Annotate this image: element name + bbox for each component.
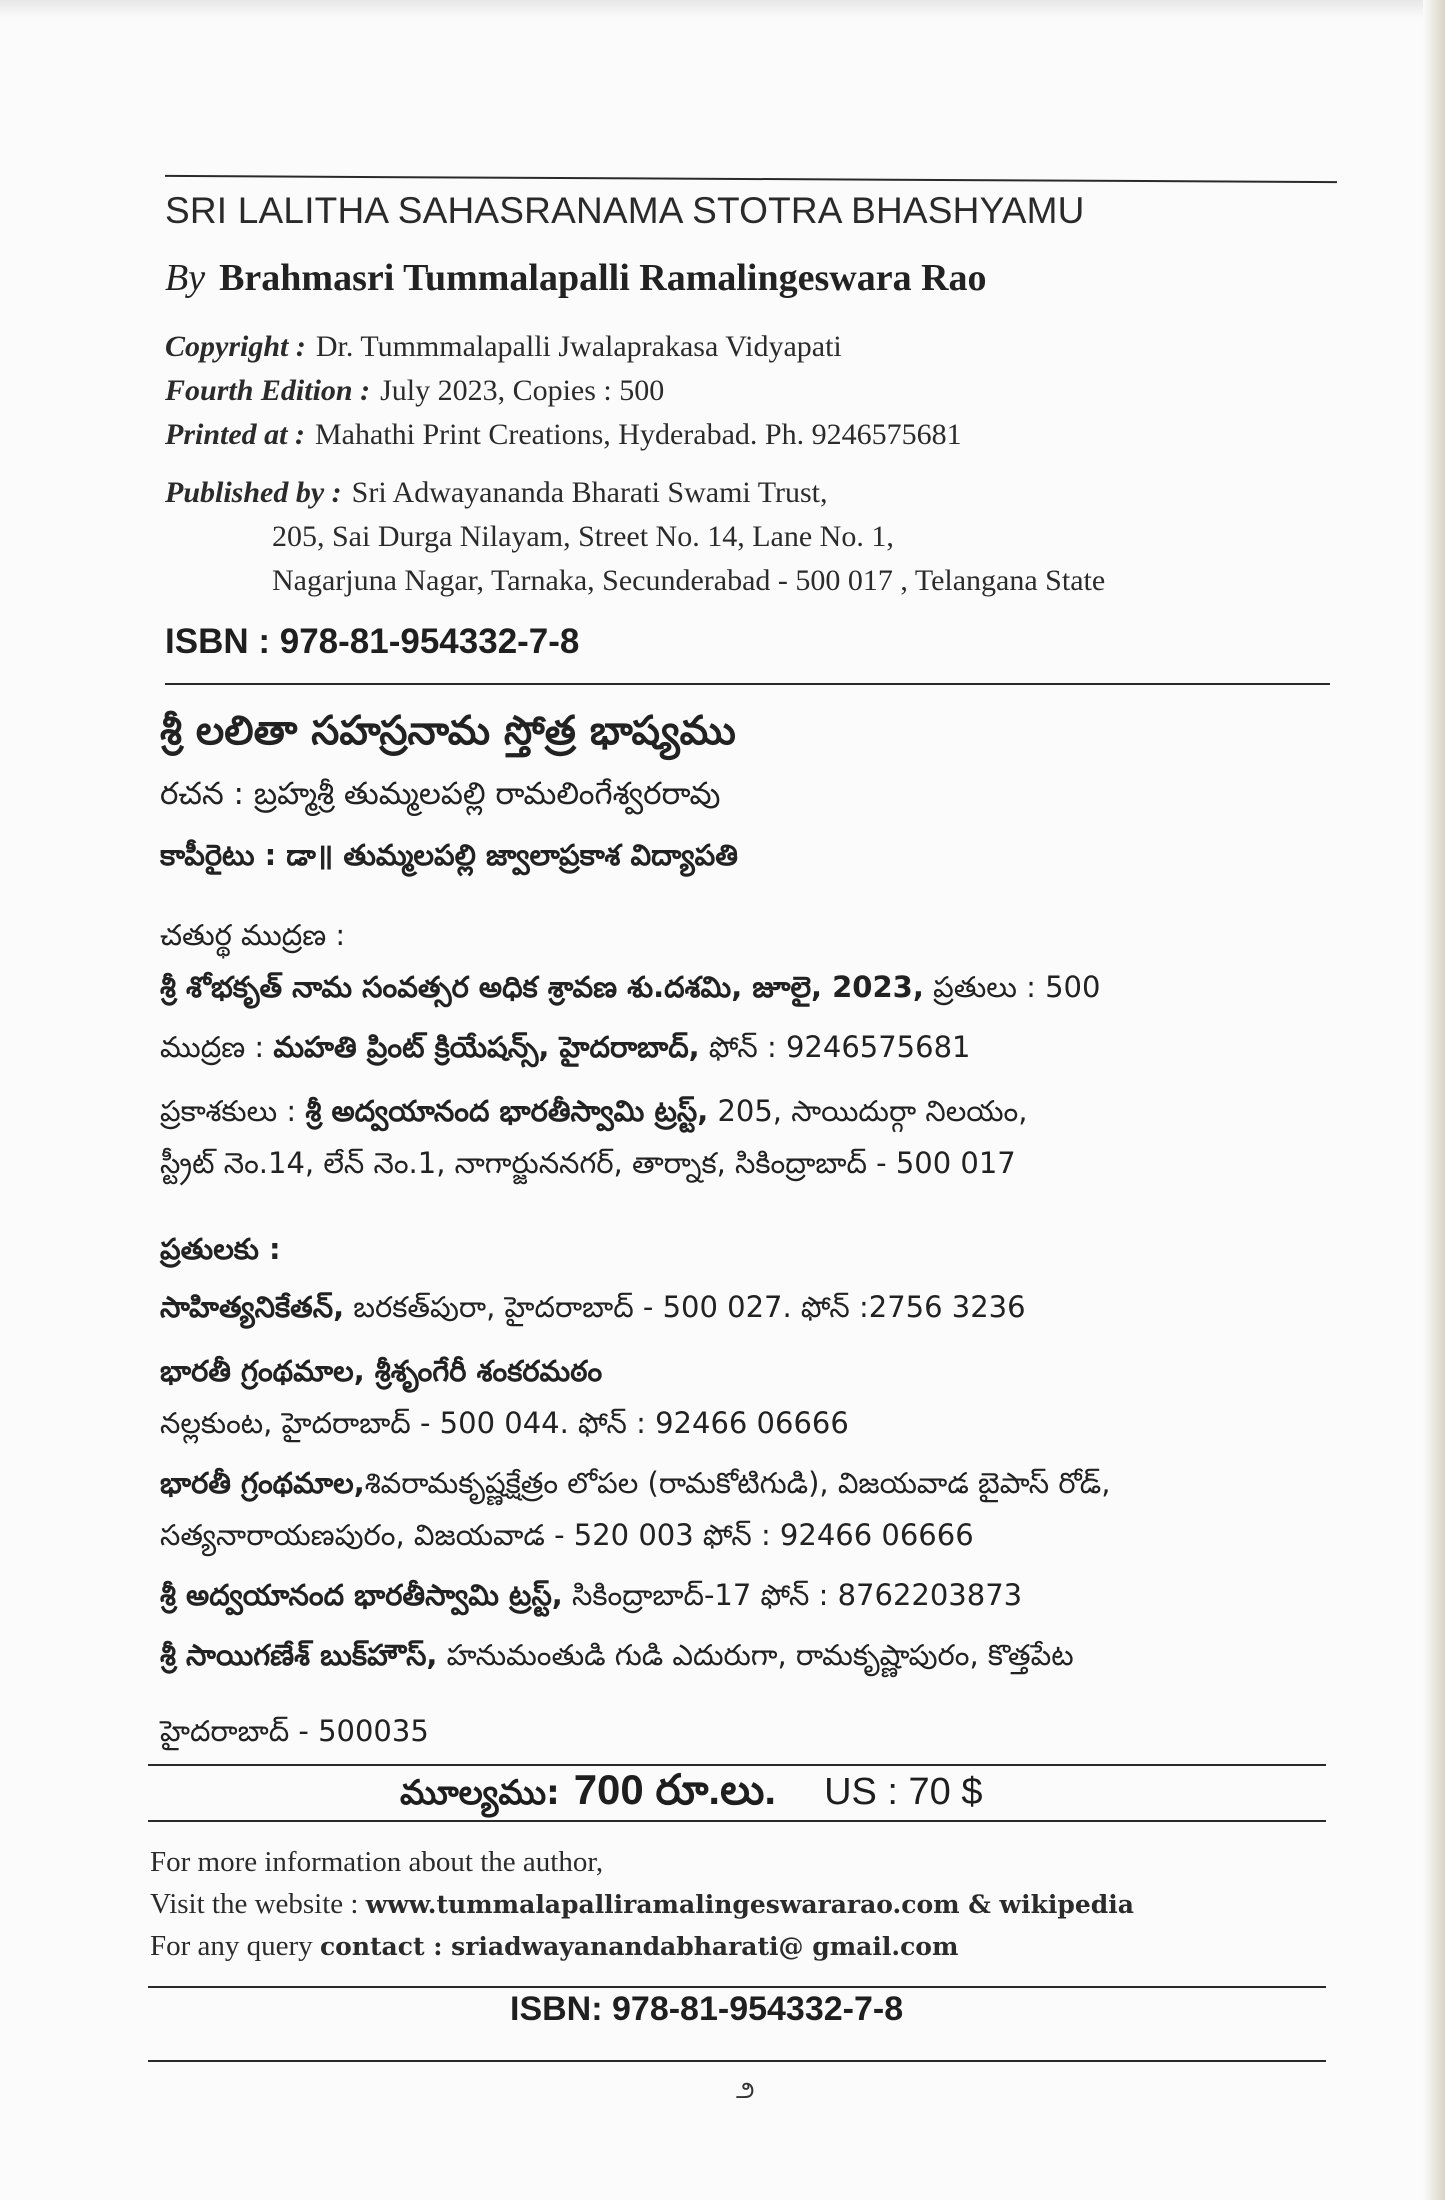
by-label: By bbox=[165, 257, 206, 299]
dealer-2-address: నల్లకుంట, హైదరాబాద్ - 500 044. ఫోన్ : 92466 06666 bbox=[160, 1406, 849, 1440]
copies-available-heading: ప్రతులకు : bbox=[160, 1232, 281, 1266]
printed-label: Printed at : bbox=[165, 418, 305, 451]
edition-line bbox=[165, 374, 664, 408]
page-top-shadow bbox=[0, 0, 1445, 18]
dealer-1-address: బరకత్‌పురా, హైదరాబాద్ - 500 027. ఫోన్ :2756 3236 bbox=[344, 1290, 1026, 1324]
dealer-5-name: శ్రీ సాయిగణేశ్ బుక్‌హౌస్, bbox=[160, 1638, 438, 1672]
price-line bbox=[400, 1766, 982, 1825]
price-rule-bottom bbox=[148, 1820, 1326, 1822]
isbn-bottom: ISBN: 978-81-954332-7-8 bbox=[510, 1990, 904, 2028]
price-usd: US : 70 $ bbox=[824, 1771, 983, 1813]
telugu-book-title: శ్రీ లలితా సహస్రనామ స్తోత్ర భాష్యము bbox=[160, 708, 736, 754]
contact-email[interactable]: contact : sriadwayanandabharati@ gmail.com bbox=[319, 1932, 959, 1961]
english-book-title: SRI LALITHA SAHASRANAMA STOTRA BHASHYAMU bbox=[165, 190, 1085, 231]
info-query-label: For any query bbox=[150, 1930, 313, 1962]
published-label: Published by : bbox=[165, 476, 342, 509]
copyright-label: Copyright : bbox=[165, 330, 306, 363]
dealer-3 bbox=[160, 1466, 1110, 1508]
edition-label: Fourth Edition : bbox=[165, 374, 371, 407]
price-label: మూల్యము: bbox=[400, 1773, 560, 1813]
publisher-address-2: Nagarjuna Nagar, Tarnaka, Secunderabad - 500 017 , Telangana State bbox=[272, 564, 1106, 597]
telugu-author: రచన : బ్రహ్మశ్రీ తుమ్మలపల్లి రామలింగేశ్వరరావు bbox=[160, 776, 721, 812]
section-rule-1 bbox=[165, 683, 1330, 685]
telugu-publisher-address-2: స్ట్రీట్ నెం.14, లేన్ నెం.1, నాగార్జుననగర్, తార్నాక, సికింద్రాబాద్ - 500 017 bbox=[160, 1146, 1016, 1180]
telugu-edition-date bbox=[160, 970, 1100, 1012]
telugu-printer-name: మహతి ప్రింట్ క్రియేషన్స్, హైదరాబాద్, bbox=[273, 1030, 700, 1064]
copyright-line bbox=[165, 330, 842, 364]
telugu-edition-copies: ప్రతులు : 500 bbox=[933, 970, 1101, 1004]
info-line-1: For more information about the author, bbox=[150, 1846, 604, 1878]
telugu-printer bbox=[160, 1030, 970, 1072]
isbn-rule-bottom bbox=[148, 2060, 1326, 2062]
telugu-publisher-name: శ్రీ అద్వయానంద భారతీస్వామి ట్రస్ట్, bbox=[305, 1094, 709, 1128]
info-line-2 bbox=[150, 1888, 1134, 1921]
dealer-3-address-2: సత్యనారాయణపురం, విజయవాడ - 520 003 ఫోన్ : 92466 06666 bbox=[160, 1518, 974, 1552]
info-visit-label: Visit the website : bbox=[150, 1888, 359, 1920]
publisher-address-1: 205, Sai Durga Nilayam, Street No. 14, Lane No. 1, bbox=[272, 520, 894, 553]
telugu-edition-date-bold: శ్రీ శోభకృత్ నామ సంవత్సర అధిక శ్రావణ శు.దశమి, జూలై, 2023, bbox=[160, 970, 924, 1004]
dealer-4 bbox=[160, 1578, 1022, 1620]
dealer-3-name: భారతీ గ్రంథమాల, bbox=[160, 1466, 365, 1500]
dealer-2 bbox=[160, 1354, 602, 1396]
author-name: Brahmasri Tummalapalli Ramalingeswara Rao bbox=[219, 257, 987, 299]
price-amount: 700 రూ.లు. bbox=[573, 1766, 777, 1813]
isbn-top: ISBN : 978-81-954332-7-8 bbox=[165, 622, 580, 661]
dealer-1-name: సాహిత్యనికేతన్, bbox=[160, 1290, 345, 1324]
published-line bbox=[165, 476, 827, 510]
dealer-4-address: సికింద్రాబాద్-17 ఫోన్ : 8762203873 bbox=[562, 1578, 1023, 1612]
dealer-2-name: భారతీ గ్రంథమాల, శ్రీశృంగేరీ శంకరమఠం bbox=[160, 1354, 603, 1388]
telugu-printer-label: ముద్రణ : bbox=[160, 1030, 274, 1064]
telugu-publisher bbox=[160, 1094, 1027, 1136]
telugu-edition-label: చతుర్థ ముద్రణ : bbox=[160, 918, 346, 952]
dealer-5-address: హనుమంతుడి గుడి ఎదురుగా, రామకృష్ణాపురం, కొత్తపేట bbox=[437, 1638, 1074, 1672]
telugu-publisher-address: 205, సాయిదుర్గా నిలయం, bbox=[708, 1094, 1028, 1128]
copyright-value: Dr. Tummmalapalli Jwalaprakasa Vidyapati bbox=[315, 330, 842, 363]
telugu-publisher-label: ప్రకాశకులు : bbox=[160, 1094, 306, 1128]
page-right-edge bbox=[1423, 0, 1445, 2200]
printed-line bbox=[165, 418, 962, 452]
edition-value: July 2023, Copies : 500 bbox=[380, 374, 665, 407]
telugu-copyright: కాపీరైటు : డా॥ తుమ్మలపల్లి జ్వాలాప్రకాశ విద్యాపతి bbox=[160, 838, 738, 872]
publisher-name: Sri Adwayananda Bharati Swami Trust, bbox=[351, 476, 828, 509]
info-line-3 bbox=[150, 1930, 958, 1963]
author-line bbox=[165, 256, 987, 300]
top-rule bbox=[165, 175, 1337, 183]
dealer-4-name: శ్రీ అద్వయానంద భారతీస్వామి ట్రస్ట్, bbox=[160, 1578, 563, 1612]
website-link[interactable]: www.tummalapalliramalingeswararao.com & wikipedia bbox=[365, 1890, 1134, 1919]
telugu-printer-phone: ఫోన్ : 9246575681 bbox=[699, 1030, 971, 1064]
printed-value: Mahathi Print Creations, Hyderabad. Ph. 9246575681 bbox=[315, 418, 962, 451]
dealer-3-address: శివరామకృష్ణక్షేత్రం లోపల (రామకోటిగుడి), విజయవాడ బైపాస్ రోడ్, bbox=[364, 1466, 1111, 1500]
dealer-5 bbox=[160, 1638, 1074, 1680]
dealer-5-address-2: హైదరాబాద్ - 500035 bbox=[160, 1714, 429, 1748]
isbn-rule-top bbox=[148, 1986, 1326, 1988]
dealer-1 bbox=[160, 1290, 1026, 1332]
page-number: ౨ bbox=[736, 2076, 755, 2104]
